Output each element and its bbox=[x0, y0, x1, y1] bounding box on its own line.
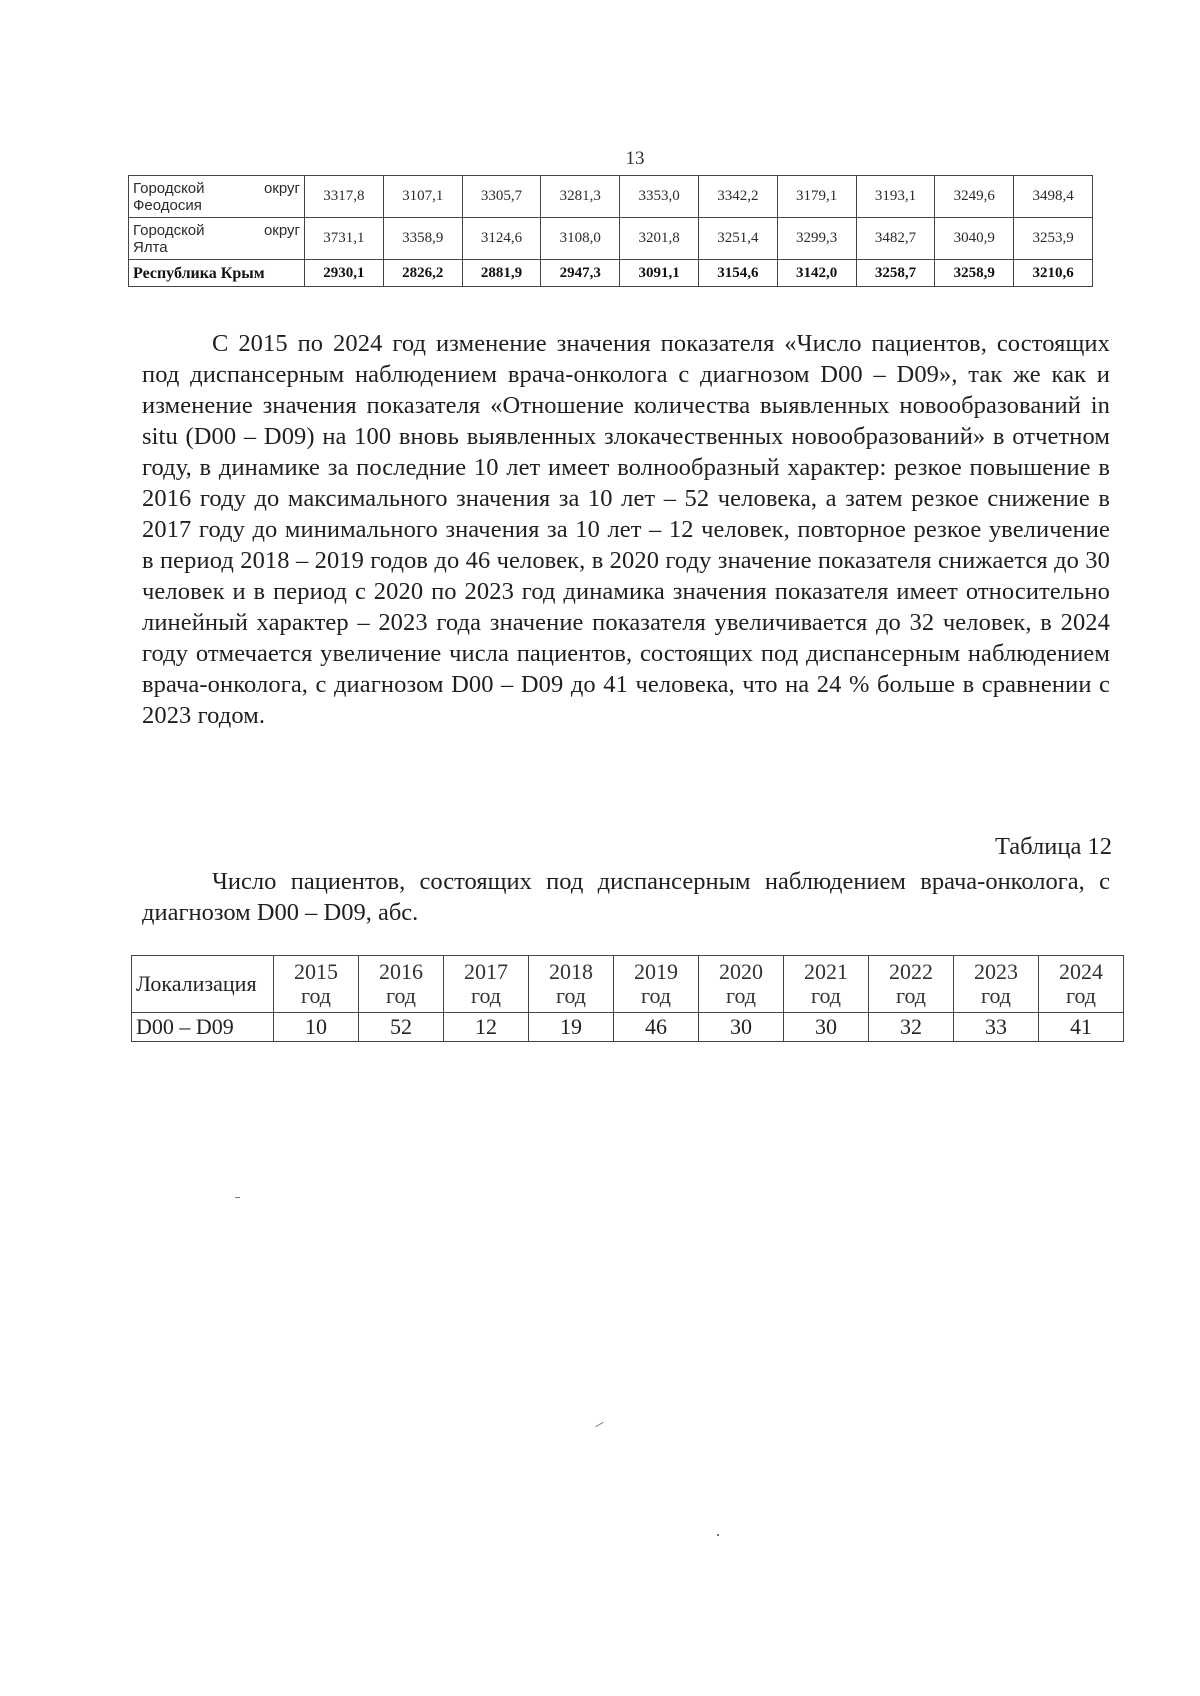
value-cell: 2947,3 bbox=[541, 260, 620, 287]
year-number: 2016 bbox=[379, 959, 423, 984]
value-cell: 2881,9 bbox=[462, 260, 541, 287]
column-header-year bbox=[784, 956, 869, 1013]
value-cell: 19 bbox=[529, 1013, 614, 1042]
value-cell: 46 bbox=[614, 1013, 699, 1042]
year-suffix: год bbox=[555, 983, 587, 1008]
value-cell: 3342,2 bbox=[698, 176, 777, 218]
region-name: Ялта bbox=[133, 238, 168, 256]
scan-speck bbox=[235, 1197, 240, 1198]
value-cell: 3353,0 bbox=[620, 176, 699, 218]
value-cell: 3249,6 bbox=[935, 176, 1014, 218]
region-cell bbox=[129, 176, 305, 218]
value-cell: 3040,9 bbox=[935, 218, 1014, 260]
year-suffix: год bbox=[980, 983, 1012, 1008]
year-number: 2020 bbox=[719, 959, 763, 984]
table-row bbox=[132, 1013, 1124, 1042]
value-cell: 3253,9 bbox=[1014, 218, 1093, 260]
value-cell: 30 bbox=[699, 1013, 784, 1042]
value-cell: 3317,8 bbox=[305, 176, 384, 218]
scan-speck bbox=[717, 1534, 719, 1536]
value-cell: 3731,1 bbox=[305, 218, 384, 260]
value-cell: 3299,3 bbox=[777, 218, 856, 260]
year-number: 2023 bbox=[974, 959, 1018, 984]
value-cell: 52 bbox=[359, 1013, 444, 1042]
value-cell: 3258,7 bbox=[856, 260, 935, 287]
region-word: Городской bbox=[133, 179, 205, 197]
year-suffix: год bbox=[300, 983, 332, 1008]
value-cell: 3258,9 bbox=[935, 260, 1014, 287]
year-suffix: год bbox=[385, 983, 417, 1008]
year-suffix: год bbox=[1065, 983, 1097, 1008]
row-label-cell: D00 – D09 bbox=[132, 1013, 274, 1042]
table-row bbox=[129, 218, 1093, 260]
region-cell: Республика Крым bbox=[129, 260, 305, 287]
value-cell: 3482,7 bbox=[856, 218, 935, 260]
page-number: 13 bbox=[625, 148, 645, 169]
value-cell: 3108,0 bbox=[541, 218, 620, 260]
value-cell: 3154,6 bbox=[698, 260, 777, 287]
value-cell: 3107,1 bbox=[383, 176, 462, 218]
column-header-year bbox=[359, 956, 444, 1013]
total-row bbox=[129, 260, 1093, 287]
value-cell: 32 bbox=[869, 1013, 954, 1042]
year-number: 2015 bbox=[294, 959, 338, 984]
value-cell: 3251,4 bbox=[698, 218, 777, 260]
year-suffix: год bbox=[725, 983, 757, 1008]
value-cell: 3124,6 bbox=[462, 218, 541, 260]
table-number-label: Таблица 12 bbox=[994, 833, 1112, 860]
column-header-year bbox=[1039, 956, 1124, 1013]
year-number: 2017 bbox=[464, 959, 508, 984]
value-cell: 3358,9 bbox=[383, 218, 462, 260]
year-suffix: год bbox=[810, 983, 842, 1008]
value-cell: 3281,3 bbox=[541, 176, 620, 218]
region-word: Городской bbox=[133, 221, 205, 239]
year-number: 2018 bbox=[549, 959, 593, 984]
regional-indicators-table bbox=[128, 175, 1093, 287]
column-header-year bbox=[529, 956, 614, 1013]
value-cell: 3210,6 bbox=[1014, 260, 1093, 287]
year-number: 2021 bbox=[804, 959, 848, 984]
column-header-year bbox=[869, 956, 954, 1013]
region-name: Феодосия bbox=[133, 196, 202, 214]
scan-speck bbox=[595, 1422, 603, 1427]
value-cell: 33 bbox=[954, 1013, 1039, 1042]
year-suffix: год bbox=[470, 983, 502, 1008]
region-word: округ bbox=[263, 221, 300, 239]
region-cell bbox=[129, 218, 305, 260]
value-cell: 3498,4 bbox=[1014, 176, 1093, 218]
value-cell: 2826,2 bbox=[383, 260, 462, 287]
d00-d09-patients-table bbox=[131, 955, 1124, 1042]
table-caption: Число пациентов, состоящих под диспансерным наблюдением врача-онколога, с диагнозом D00 – D09, абс. bbox=[142, 868, 1110, 926]
year-suffix: год bbox=[640, 983, 672, 1008]
year-number: 2022 bbox=[889, 959, 933, 984]
value-cell: 3193,1 bbox=[856, 176, 935, 218]
value-cell: 3091,1 bbox=[620, 260, 699, 287]
column-header-year bbox=[699, 956, 784, 1013]
region-line bbox=[133, 180, 300, 197]
region-line bbox=[133, 222, 300, 239]
value-cell: 3179,1 bbox=[777, 176, 856, 218]
year-number: 2024 bbox=[1059, 959, 1103, 984]
value-cell: 2930,1 bbox=[305, 260, 384, 287]
value-cell: 3305,7 bbox=[462, 176, 541, 218]
body-paragraph: С 2015 по 2024 год изменение значения показателя «Число пациентов, состоящих под диспансерным наблюдением врача-онколога с диагнозом D00 – D09», так же как и изменение значения показателя «Отношение количества выявленных новообразований in situ (D00 – D09) на 100 вновь выявленных злокачественных новообразований» в отчетном году, в динамике за последние 10 лет имеет волнообразный характер: резкое повышение в 2016 году до максимального значения за 10 лет – 52 человека, а затем резкое снижение в 2017 году до минимального значения за 10 лет – 12 человек, повторное резкое увеличение в период 2018 – 2019 годов до 46 человек, в 2020 году значение показателя снижается до 30 человек и в период с 2020 по 2023 год динамика значения показателя имеет относительно линейный характер – 2023 года значение показателя увеличивается до 32 человек, в 2024 году отмечается увеличение числа пациентов, состоящих под диспансерным наблюдением врача-онколога, с диагнозом D00 – D09 до 41 человека, что на 24 % больше в сравнении с 2023 годом. bbox=[142, 330, 1110, 729]
value-cell: 10 bbox=[274, 1013, 359, 1042]
column-header-year bbox=[274, 956, 359, 1013]
year-number: 2019 bbox=[634, 959, 678, 984]
year-suffix: год bbox=[895, 983, 927, 1008]
column-header-localization: Локализация bbox=[132, 956, 274, 1013]
value-cell: 12 bbox=[444, 1013, 529, 1042]
column-header-year bbox=[614, 956, 699, 1013]
table-row bbox=[129, 176, 1093, 218]
value-cell: 30 bbox=[784, 1013, 869, 1042]
column-header-year bbox=[444, 956, 529, 1013]
value-cell: 41 bbox=[1039, 1013, 1124, 1042]
region-word: округ bbox=[263, 179, 300, 197]
value-cell: 3142,0 bbox=[777, 260, 856, 287]
value-cell: 3201,8 bbox=[620, 218, 699, 260]
column-header-year bbox=[954, 956, 1039, 1013]
